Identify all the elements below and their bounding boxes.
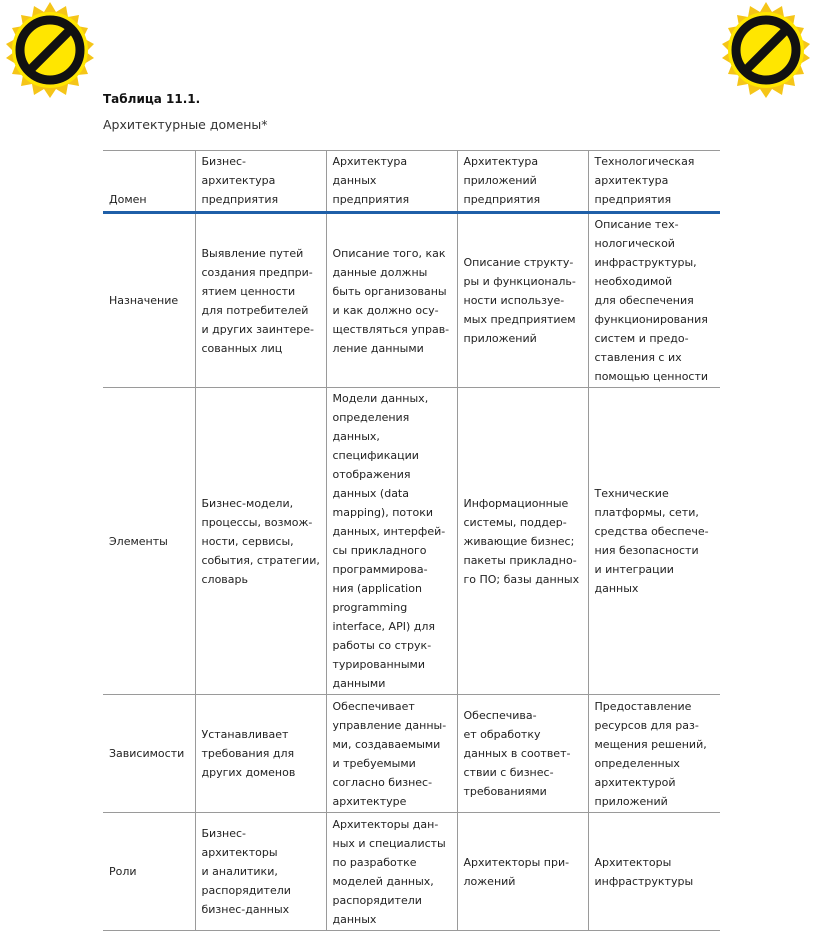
application-cell: Информационные системы, поддер- живающие бизнес; пакеты прикладно- го ПО; базы данных xyxy=(457,388,588,695)
row-label: Элементы xyxy=(109,534,168,548)
row-label: Назначение xyxy=(109,294,179,307)
data-cell: Обеспечивает управление данны- ми, создаваемыми и требуемыми согласно бизнес- архитектуре xyxy=(326,695,457,813)
column-header-business: Бизнес- архитектура предприятия xyxy=(195,151,326,213)
table-row xyxy=(103,388,720,695)
business-cell: Устанавливает требования для других доменов xyxy=(195,695,326,813)
data-cell: Модели данных, определения данных, спецификации отображения данных (data mapping), потоки данных, интерфей- сы прикладного программирова- ния (application programming interface, API) для работы со струк- турированными данными xyxy=(326,388,457,695)
table-row xyxy=(103,695,720,813)
table-row xyxy=(103,213,720,388)
technology-cell: Описание тех- нологической инфраструктуры, необходимой для обеспечения функционирования систем и предо- ставления с их помощью ценности xyxy=(588,213,720,388)
data-cell: Описание того, как данные должны быть организованы и как должно осу- ществляться управ- ление данными xyxy=(326,213,457,388)
prohibited-icon xyxy=(716,0,816,100)
row-label: Зависимости xyxy=(109,747,185,760)
table-row xyxy=(103,813,720,931)
column-header-domain: Домен xyxy=(109,193,147,206)
column-header-application: Архитектура приложений предприятия xyxy=(457,151,588,213)
table-caption-subtitle: Архитектурные домены* xyxy=(103,117,268,132)
table-header-row xyxy=(103,151,720,213)
technology-cell: Технические платформы, сети, средства обеспече- ния безопасности и интеграции данных xyxy=(588,388,720,695)
business-cell: Бизнес-модели, процессы, возмож- ности, сервисы, события, стратегии, словарь xyxy=(195,388,326,695)
application-cell: Описание структу- ры и функциональ- ности используе- мых предприятием приложений xyxy=(457,213,588,388)
business-cell: Выявление путей создания предпри- ятием ценности для потребителей и других заинтере- сованных лиц xyxy=(195,213,326,388)
row-label: Роли xyxy=(109,865,137,878)
business-cell: Бизнес- архитекторы и аналитики, распорядители бизнес-данных xyxy=(195,813,326,931)
column-header-data: Архитектура данных предприятия xyxy=(326,151,457,213)
column-header-technology: Технологическая архитектура предприятия xyxy=(588,151,720,213)
prohibited-icon xyxy=(0,0,100,100)
table-caption-title: Таблица 11.1. xyxy=(103,92,201,106)
data-cell: Архитекторы дан- ных и специалисты по разработке моделей данных, распорядители данных xyxy=(326,813,457,931)
technology-cell: Архитекторы инфраструктуры xyxy=(588,813,720,931)
application-cell: Архитекторы при- ложений xyxy=(457,813,588,931)
technology-cell: Предоставление ресурсов для раз- мещения решений, определенных архитектурой приложений xyxy=(588,695,720,813)
application-cell: Обеспечива- ет обработку данных в соответ- ствии с бизнес- требованиями xyxy=(457,695,588,813)
architecture-domains-table xyxy=(103,150,720,931)
